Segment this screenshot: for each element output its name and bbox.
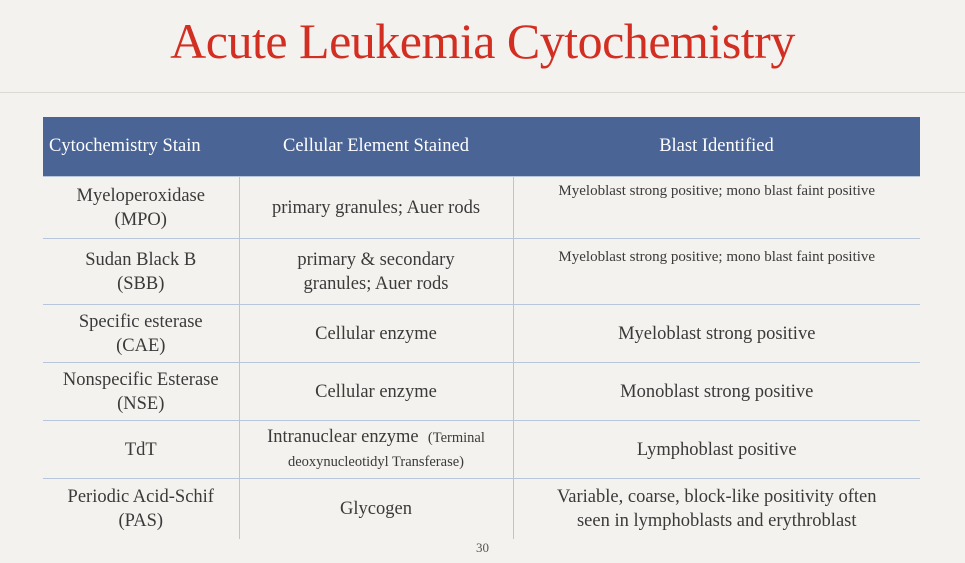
- blast-cell: Myeloblast strong positive; mono blast faint positive: [513, 239, 920, 305]
- element-text: granules; Auer rods: [303, 273, 449, 294]
- table-row: [43, 421, 920, 479]
- stain-name: Sudan Black B: [85, 249, 197, 270]
- stain-name: Myeloperoxidase: [76, 185, 205, 206]
- page-number: 30: [476, 540, 489, 555]
- blast-text: seen in lymphoblasts and erythroblast: [576, 511, 857, 531]
- title-divider: [0, 92, 965, 93]
- stain-abbrev: (SBB): [117, 273, 165, 294]
- element-cell: primary granules; Auer rods: [239, 177, 513, 239]
- blast-text: Variable, coarse, block-like positivity often: [556, 487, 877, 507]
- stain-cell: [43, 177, 239, 239]
- blast-cell: Lymphoblast positive: [513, 421, 920, 479]
- blast-cell: [513, 479, 920, 540]
- element-cell: Glycogen: [239, 479, 513, 540]
- element-note: (Terminal: [427, 430, 485, 446]
- table-row: [43, 177, 920, 239]
- blast-cell: Myeloblast strong positive; mono blast faint positive: [513, 177, 920, 239]
- element-text: [242, 425, 511, 450]
- stain-cell: [43, 479, 239, 540]
- stain-abbrev: (CAE): [116, 335, 166, 356]
- element-cell: Cellular enzyme: [239, 305, 513, 363]
- stain-abbrev: (NSE): [117, 393, 165, 414]
- element-note: deoxynucleotidyl Transferase): [288, 454, 464, 470]
- element-cell: [239, 239, 513, 305]
- stain-abbrev: (MPO): [114, 209, 167, 230]
- table-row: [43, 305, 920, 363]
- table-row: [43, 239, 920, 305]
- stain-name: Specific esterase: [78, 311, 203, 332]
- element-text: primary & secondary: [297, 249, 455, 270]
- stain-cell: TdT: [43, 421, 239, 479]
- stain-cell: [43, 363, 239, 421]
- header-element: Cellular Element Stained: [239, 117, 513, 177]
- element-main: Intranuclear enzyme: [267, 427, 419, 447]
- element-cell: [239, 421, 513, 479]
- slide-title: Acute Leukemia Cytochemistry: [170, 13, 795, 69]
- element-cell: Cellular enzyme: [239, 363, 513, 421]
- stain-name: Nonspecific Esterase: [62, 369, 219, 390]
- blast-cell: Monoblast strong positive: [513, 363, 920, 421]
- stain-cell: [43, 305, 239, 363]
- table-header-row: [43, 117, 920, 177]
- stain-cell: [43, 239, 239, 305]
- stain-name: Periodic Acid-Schif: [67, 487, 214, 507]
- stain-abbrev: (PAS): [118, 511, 164, 531]
- blast-cell: Myeloblast strong positive: [513, 305, 920, 363]
- table-row: [43, 363, 920, 421]
- cytochemistry-table: [43, 117, 920, 539]
- header-stain: Cytochemistry Stain: [43, 117, 239, 177]
- table-row: [43, 479, 920, 540]
- header-blast: Blast Identified: [513, 117, 920, 177]
